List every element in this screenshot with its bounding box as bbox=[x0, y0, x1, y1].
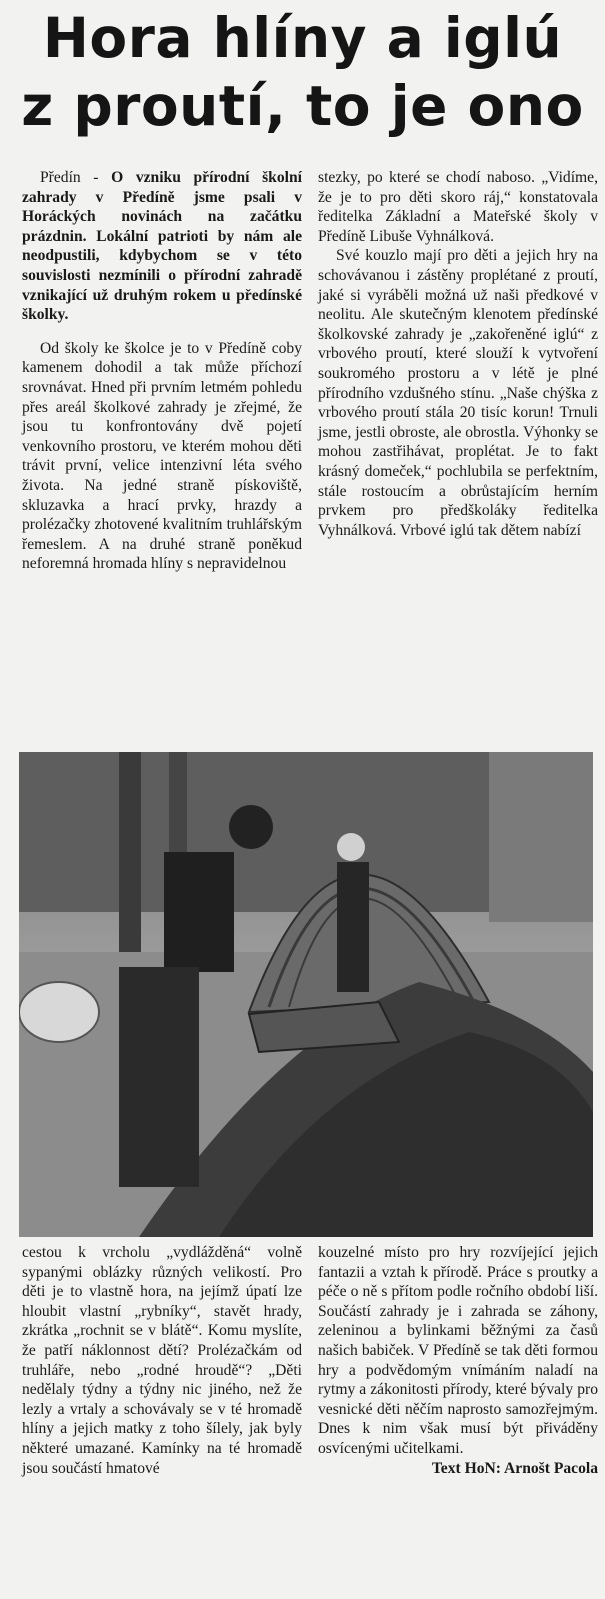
column-top-left bbox=[22, 168, 302, 574]
body-paragraph: Své kouzlo mají pro děti a jejich hry na schovávanou i zástěny proplétané z proutí, jaké si vyráběli možná už naši předkové v neolitu. Ale skutečným klenotem předínské školkovské zahrady je „zakořeněné iglú“ z vrbového proutí, které slouží k vytvoření soukromého prostoru a v létě je plné přírodního vzdušného stínu. „Naše chýška z vrbového proutí stála 20 tisíc korun! Trnuli jsme, jestli obroste, ale obrostla. Výhonky se mohou zastřihávat, proplétat. Je to fakt krásný domeček,“ pochlubila se perfektním, stále rostoucím a obrůstajícím herním prvkem pro předškoláky ředitelka Vyhnálková. Vrbové iglú tak dětem nabízí bbox=[318, 247, 598, 539]
body-paragraph: stezky, po které se chodí naboso. „Vidíme, že je to pro děti skoro ráj,“ konstatovala ředitelka Základní a Mateřské školy v Předíně Libuše Vyhnálková. bbox=[318, 169, 598, 245]
lead-text: O vzniku přírodní školní zahrady v Předíně jsme psali v Horáckých novinách na začátku prázdnin. Lokální patrioti by nám ale neodpustili, kdybychom se v této souvislosti nezmínili o přírodní zahradě vznikající už druhým rokem u předínské školky. bbox=[22, 169, 302, 324]
article-photo bbox=[19, 752, 593, 1237]
column-bottom-left bbox=[22, 1243, 302, 1478]
headline-line-1: Hora hlíny a iglú bbox=[42, 6, 563, 70]
body-paragraph: kouzelné místo pro hry rozvíjející jejich fantazii a vztah k přírodě. Práce s proutky a péče o ně s přítom podle ročního období liší. Součástí zahrady je i zahrada se záhony, zeleninou a bylinkami běžnými za časů našich babiček. V Předíně se tak děti formou hry a podvědomým vnímáním naladí na rytmy a zákonitosti přírody, které bývaly pro vesnické děti něčím naprosto samozřejmým. Dnes k nim však musí být přiváděny osvícenými učitelkami. bbox=[318, 1244, 598, 1457]
headline-line-2: z proutí, to je ono bbox=[21, 74, 584, 138]
author-signature: Text HoN: Arnošt Pacola bbox=[431, 1459, 598, 1477]
photo-illustration bbox=[19, 752, 593, 1237]
body-paragraph: Od školy ke školce je to v Předíně coby kamenem dohodil a tak může příchozí srovnávat. Hned při prvním letmém pohledu přes areál školkové zahrady je zřejmé, že jsou tu konfrontovány dvě pojetí venkovního prostoru, ve kterém mohou děti trávit první, velice intenzivní léta svého života. Na jedné straně pískoviště, skluzavka a hrací prvky, hrazdy a prolézačky zhotovené kvalitním truhlářským řemeslem. A na druhé straně poněkud neforemná hromada hlíny s nepravidelnou bbox=[22, 339, 302, 573]
body-paragraph: cestou k vrcholu „vydlážděná“ volně sypanými oblázky různých velikostí. Pro děti je to vlastně hora, na jejímž úpatí lze hloubit vlastní „rybníky“, stavět hrady, zkrátka „rochnit se v blátě“. Komu myslíte, že patří náklonnost dětí? Prolézačkám od truhláře, nebo „rodné hroudě“? „Děti nedělaly týdny a týdny nic jiného, než že lezly a vrtaly a schovávaly se v té hromadě hlíny a jejich matky z toho šílely, jak byly některé umazané. Kamínky na té hromadě jsou součástí hmatové bbox=[22, 1244, 302, 1477]
lead-paragraph bbox=[22, 168, 302, 325]
headline bbox=[0, 4, 605, 140]
dateline: Předín - bbox=[40, 169, 99, 186]
column-top-right bbox=[318, 168, 598, 540]
column-bottom-right bbox=[318, 1243, 598, 1478]
